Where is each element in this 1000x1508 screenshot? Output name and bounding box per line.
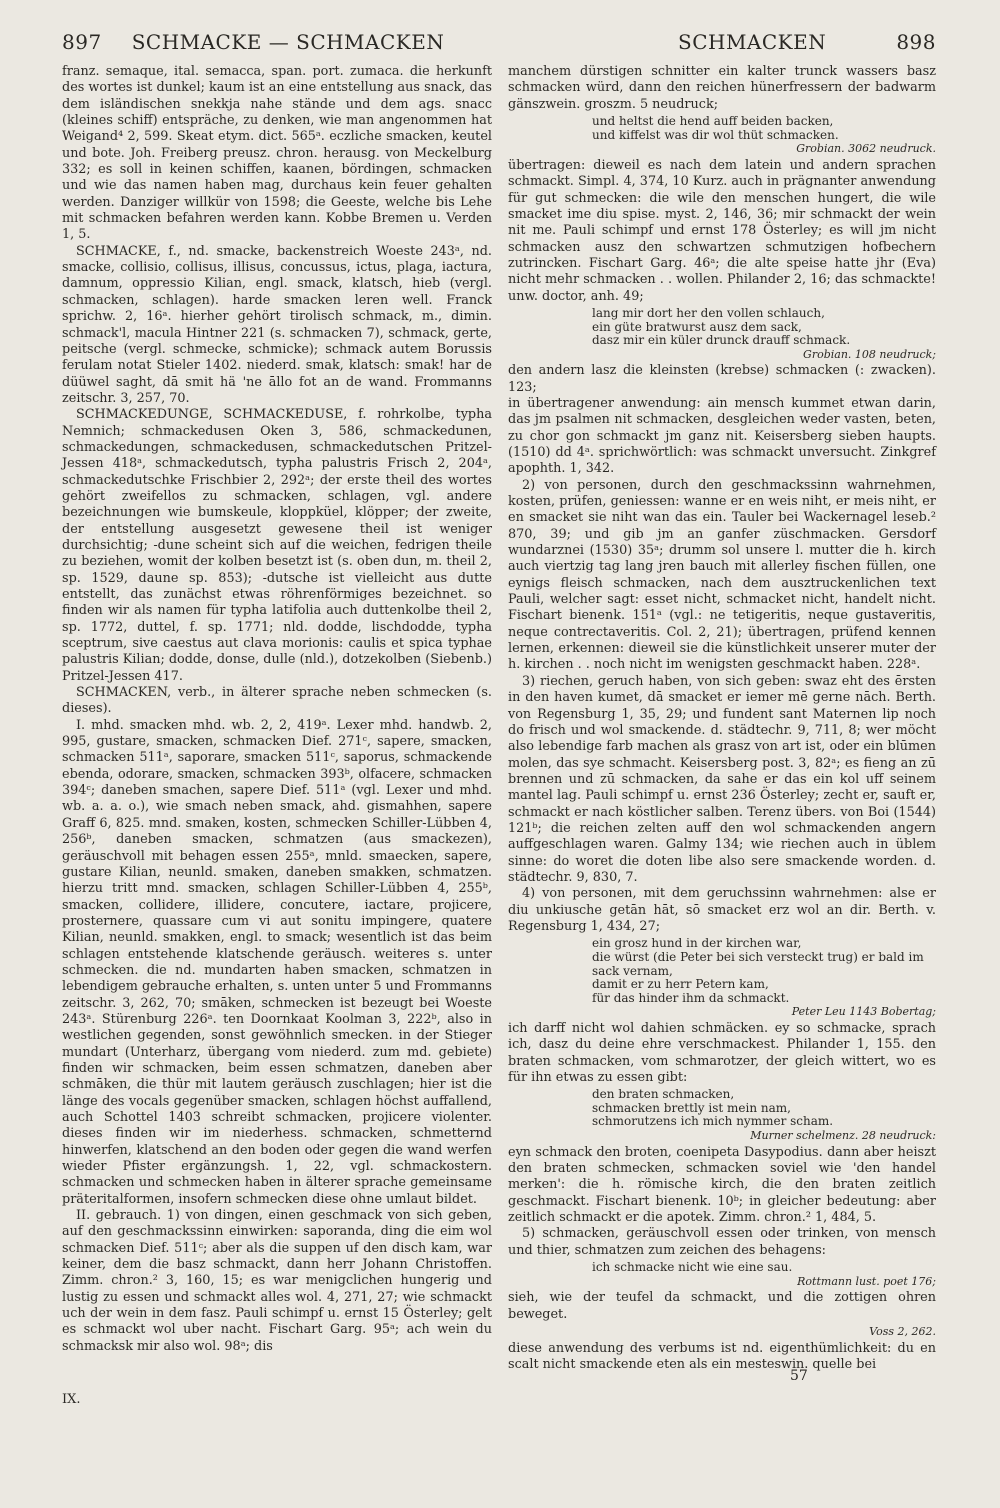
paragraph: I. mhd. smacken mhd. wb. 2, 2, 419ᵃ. Lexer mhd. handwb. 2, 995, gustare, smacken, schmacken Dief. 271ᶜ, sapere, smacken, schmacken 511ᵃ, saporare, smacken 511ᶜ, saporus, schmackende ebenda, odorare, smacken, schmacken 393ᵇ, olfacere, schmacken 394ᶜ; daneben smachen, sapere Dief. 511ᵃ (vgl. Lexer und mhd. wb. a. a. o.), wie smach neben smack, ahd. gismahhen, sapere Graff 6, 825. mnd. smaken, kosten, schmecken Schiller-Lübben 4, 256ᵇ, daneben smacken, schmatzen (aus smackezen), geräuschvoll mit behagen essen 255ᵃ, mnld. smaecken, sapere, gustare Kilian, neunld. smaken, daneben smakken, schmatzen. hierzu tritt mnd. smacken, schlagen Schiller-Lübben 4, 255ᵇ, smacken, collidere, illidere, concutere, iactare, projicere, prosternere, quassare cum vi aut sonitu impingere, quatere Kilian, neunld. smakken, engl. to smack; wesentlich ist das beim schlagen entstehende klatschende geräusch. weiteres s. unter schmecken. die nd. mundarten haben smacken, schmatzen in lebendigem gebrauche erhalten, s. unten unter 5 und Frommanns zeitschr. 3, 262, 70; smāken, schmecken ist bezeugt bei Woeste 243ᵃ. Stürenburg 226ᵃ. ten Doornkaat Koolman 3, 222ᵇ, also in westlichen gegenden, sonst gewöhnlich smecken. in der Stieger mundart (Unterharz, übergang vom niederd. zum md. gebiete) finden wir schmacken, beim essen schmatzen, daneben aber schmāken, die thür mit lautem geräusch zuschlagen; hier ist die länge des vocals gegenüber smacken, schlagen höchst auffallend, auch Schottel 1403 schreibt schmacken, projicere violenter. dieses finden wir im niederhess. schmacken, schmetternd hinwerfen, klatschend an den boden oder gegen die wand werfen wieder Pfister ergänzungsh. 1, 22, vgl. schmackostern. schmacken und schmecken haben in älterer sprache gemeinsame präteritalformen, insofern schmecken diese ohne umlaut bildet. bbox=[62, 717, 492, 1207]
paragraph: SCHMACKEN, verb., in älterer sprache neben schmecken (s. dieses). bbox=[62, 685, 492, 717]
paragraph: franz. semaque, ital. semacca, span. port. zumaca. die herkunft des wortes ist dunkel; kaum ist an eine entstellung aus snack, das dem isländischen snekkja nahe stände und dem ags. snacc (kleines schiff) entspräche, zu denken, wie man angenommen hat Weigand⁴ 2, 599. Skeat etym. dict. 565ᵃ. eczliche smacken, keutel und bote. Joh. Freiberg preusz. chron. herausg. von Meckelburg 332; es soll in keinen schiffen, kaanen, bördingen, schmacken und wie das namen haben mag, durchaus kein feuer gehalten werden. Danziger willkür von 1598; die Geeste, welche bis Lehe mit schmacken befahren werden kann. Kobbe Bremen u. Verden 1, 5. bbox=[62, 64, 492, 243]
right-page-number: 898 bbox=[896, 30, 936, 54]
verse-source: Voss 2, 262. bbox=[869, 1324, 936, 1338]
verse-source: Grobian. 3062 neudruck. bbox=[796, 142, 936, 156]
verse-line: für das hinder ihm da schmackt. bbox=[592, 990, 790, 1005]
verse-source: Grobian. 108 neudruck; bbox=[803, 347, 936, 361]
paragraph: 5) schmacken, geräuschvoll essen oder trinken, von mensch und thier, schmatzen zum zeichen des behagens: bbox=[508, 1226, 936, 1258]
paragraph: den andern lasz die kleinsten (krebse) schmacken (: zwacken). 123; bbox=[508, 363, 936, 395]
verse-quote bbox=[508, 1261, 936, 1288]
verse-quote bbox=[508, 1088, 936, 1142]
right-column bbox=[508, 64, 936, 1373]
paragraph: manchem dürstigen schnitter ein kalter trunck wassers basz schmacken würd, dann den reichen hünerfressern der badwarm gänszwein. groszm. 5 neudruck; bbox=[508, 64, 936, 112]
verse-line: den braten schmacken, bbox=[592, 1087, 735, 1102]
paragraph: 2) von personen, durch den geschmackssinn wahrnehmen, kosten, prüfen, geniessen: wanne er en weis niht, er meis niht, er en smacket sie niht wan das ein. Tauler bei Wackernagel leseb.² 870, 39; und gib jm an ganfer züschmacken. Gersdorf wundarznei (1530) 35ᵃ; drumm sol unsere l. mutter die h. kirch auch viertzig tag lang jren bauch mit allerley fischen füllen, one eynigs fleisch schmacken, nach dem ausztruckenlichen text Pauli, welcher sagt: esset nicht, schmacket nicht, handelt nicht. Fischart bienenk. 151ᵃ (vgl.: ne tetigeritis, neque gustaveritis, neque contrectaveritis. Col. 2, 21); übertragen, prüfend kennen lernen, erkennen: dieweil sie die künstlichkeit unserer muter der h. kirchen . . noch nicht im wenigsten geschmackt haben. 228ᵃ. bbox=[508, 477, 936, 673]
verse-line: ich schmacke nicht wie eine sau. bbox=[592, 1260, 793, 1275]
paragraph: ich darff nicht wol dahien schmäcken. ey so schmacke, sprach ich, dasz du deine ehre verschmackest. Philander 1, 155. den braten schmacken, vom schmarotzer, der gleich wittert, wo es für ihn etwas zu essen gibt: bbox=[508, 1020, 936, 1085]
left-column bbox=[62, 64, 492, 1355]
paragraph: SCHMACKEDUNGE, SCHMACKEDUSE, f. rohrkolbe, typha Nemnich; schmackedusen Oken 3, 586, schmackedunen, schmackedungen, schmackedusen, schmackedutschen Pritzel-Jessen 418ᵃ, schmackedutsch, typha palustris Frisch 2, 204ᵃ, schmackedutschke Frischbier 2, 292ᵃ; der erste theil des wortes gehört zweifellos zu schmacken, schlagen, vgl. andere bezeichnungen wie bumskeule, kloppküel, klöpper; der zweite, der entstellung ausgesetzt gewesene theil ist weniger durchsichtig; -dune scheint sich auf die weichen, fedrigen theile zu beziehen, womit der kolben besetzt ist (s. oben dun, m. theil 2, sp. 1529, daune sp. 853); -dutsche ist vielleicht aus dutte entstellt, das zunächst etwas röhrenförmiges bezeichnet. so finden wir als namen für typha latifolia auch duttenkolbe theil 2, sp. 1772, duttel, f. sp. 1771; nld. dodde, lischdodde, typha sceptrum, sive caestus aut clava morionis: caulis et spica typhae palustris Kilian; dodde, donse, dulle (nld.), dotzekolben (Siebenb.) Pritzel-Jessen 417. bbox=[62, 407, 492, 684]
paragraph: 4) von personen, mit dem geruchssinn wahrnehmen: alse er diu unkiusche getān hāt, sō smacket erz wol an dir. Berth. v. Regensburg 1, 434, 27; bbox=[508, 886, 936, 934]
paragraph: SCHMACKE, f., nd. smacke, backenstreich Woeste 243ᵃ, nd. smacke, collisio, collisus, illisus, concussus, ictus, plaga, iactura, damnum, oppressio Kilian, engl. smack, klatsch, hieb (vergl. schmacken, schlagen). harde smacken leren well. Franck sprichw. 2, 16ᵃ. hierher gehört tirolisch schmack, m., dimin. schmack'l, macula Hintner 221 (s. schmacken 7), schmack, gerte, peitsche (vergl. schmecke, schmicke); schmack autem Borussis ferulam notat Stieler 1402. niederd. smak, klatsch: smak! har de düüwel saght, dā smit hä 'ne āllo fot an de wand. Frommanns zeitschr. 3, 257, 70. bbox=[62, 243, 492, 406]
verse-line: ein güte bratwurst ausz dem sack, bbox=[592, 319, 802, 334]
verse-line: und kiffelst was dir wol thüt schmacken. bbox=[592, 127, 839, 142]
paragraph: übertragen: dieweil es nach dem latein und andern sprachen schmackt. Simpl. 4, 374, 10 Kurz. auch in prägnanter anwendung für gut schmecken: die wile den menschen hungert, die wile smacket ime diu spise. myst. 2, 146, 36; mir schmackt der wein nit me. Pauli schimpf und ernst 178 Österley; es will jm nicht schmacken ausz den schwartzen schmutzigen hofbechern zutrincken. Fischart Garg. 46ᵃ; die alte speise hatte jhr (Eva) nicht mehr schmacken . . wollen. Philander 2, 16; das schmackte! unw. doctor, anh. 49; bbox=[508, 157, 936, 304]
paragraph: diese anwendung des verbums ist nd. eigenthümlichkeit: du en scalt nicht smackende eten als ein mesteswin. quelle bei bbox=[508, 1340, 936, 1372]
verse-line: damit er zu herr Petern kam, bbox=[592, 977, 769, 992]
right-page-header bbox=[508, 30, 936, 64]
paragraph: eyn schmack den broten, coenipeta Dasypodius. dann aber heiszt den braten schmecken, schmacken soviel wie 'den handel merken': die h. römische kirch, die den braten zeitlich geschmackt. Fischart bienenk. 10ᵇ; in gleicher bedeutung: aber zeitlich schmackt er die apotek. Zimm. chron.² 1, 484, 5. bbox=[508, 1144, 936, 1225]
verse-line: die würst (die Peter bei sich versteckt trug) er bald im bbox=[592, 949, 924, 964]
left-page-header bbox=[62, 30, 492, 64]
paragraph: in übertragener anwendung: ain mensch kummet etwan darin, das jm psalmen nit schmacken, desgleichen weder vasten, beten, zu chor gon schmackt jm ganz nit. Keisersberg sieben haupts. (1510) dd 4ᵃ. sprichwörtlich: was schmackt unversucht. Zinkgref apophth. 1, 342. bbox=[508, 395, 936, 477]
left-page-number: 897 bbox=[62, 30, 102, 54]
left-page-title: SCHMACKE — SCHMACKEN bbox=[131, 30, 445, 54]
verse-line: und heltst die hend auff beiden backen, bbox=[592, 114, 834, 129]
verse-line: lang mir dort her den vollen schlauch, bbox=[592, 305, 825, 320]
verse-quote bbox=[508, 937, 936, 1019]
verse-line: schmorutzens ich mich nymmer scham. bbox=[592, 1114, 834, 1129]
verse-quote bbox=[508, 307, 936, 361]
verse-line: ein grosz hund in der kirchen war, bbox=[592, 936, 802, 951]
paragraph: II. gebrauch. 1) von dingen, einen geschmack von sich geben, auf den geschmackssinn einwirken: saporanda, ding die eim wol schmacken Dief. 511ᶜ; aber als die suppen uf den disch kam, war keiner, dem die basz schmackt, dann herr Johann Christoffen. Zimm. chron.² 3, 160, 15; es war menigclichen hungerig und lustig zu essen und schmackt alles wol. 4, 271, 27; wie schmackt uch der wein in dem fasz. Pauli schimpf u. ernst 15 Österley; gelt es schmackt wol uber nacht. Fischart Garg. 95ᵃ; ach wein du schmacksk mir also wol. 98ᵃ; dis bbox=[62, 1208, 492, 1354]
page-footer-mark: 57 bbox=[790, 1368, 808, 1384]
signature-mark: IX. bbox=[62, 1392, 81, 1407]
right-page-title: SCHMACKEN bbox=[678, 30, 827, 54]
verse-line: dasz mir ein küler drunck drauff schmack. bbox=[592, 333, 851, 348]
verse-quote bbox=[508, 115, 936, 156]
verse-line: schmacken brettly ist mein nam, bbox=[592, 1100, 791, 1115]
verse-source: Peter Leu 1143 Bobertag; bbox=[791, 1005, 936, 1019]
paragraph: sieh, wie der teufel da schmackt, und die zottigen ohren beweget. bbox=[508, 1290, 936, 1322]
verse-quote bbox=[508, 1325, 936, 1339]
verse-source: Rottmann lust. poet 176; bbox=[797, 1274, 936, 1288]
paragraph: 3) riechen, geruch haben, von sich geben: swaz eht des ērsten in den haven kumet, dā smacket er iemer mē gerne nāch. Berth. von Regensburg 1, 35, 29; und fundent sant Maternen lip noch do frisch und wol smackende. d. städtechr. 9, 711, 8; wer möcht also lebendige farb machen als grasz von art ist, oder ein blūmen molen, das sye schmacht. Keisersberg post. 3, 82ᵃ; es fieng an zū brennen und zū schmacken, da sahe er das ein kol uff seinem mantel lag. Pauli schimpf u. ernst 236 Österley; zecht er, sauft er, schmackt er nach köstlicher salben. Terenz übers. von Boi (1544) 121ᵇ; die reichen zelten auff den wol schmackenden angern auffgeschlagen waren. Galmy 134; wie riechen auch in üblem sinne: do woret die doten libe also sere smackende worden. d. städtechr. 9, 830, 7. bbox=[508, 673, 936, 885]
verse-source: Murner schelmenz. 28 neudruck: bbox=[750, 1129, 936, 1143]
verse-line: sack vernam, bbox=[592, 963, 673, 978]
